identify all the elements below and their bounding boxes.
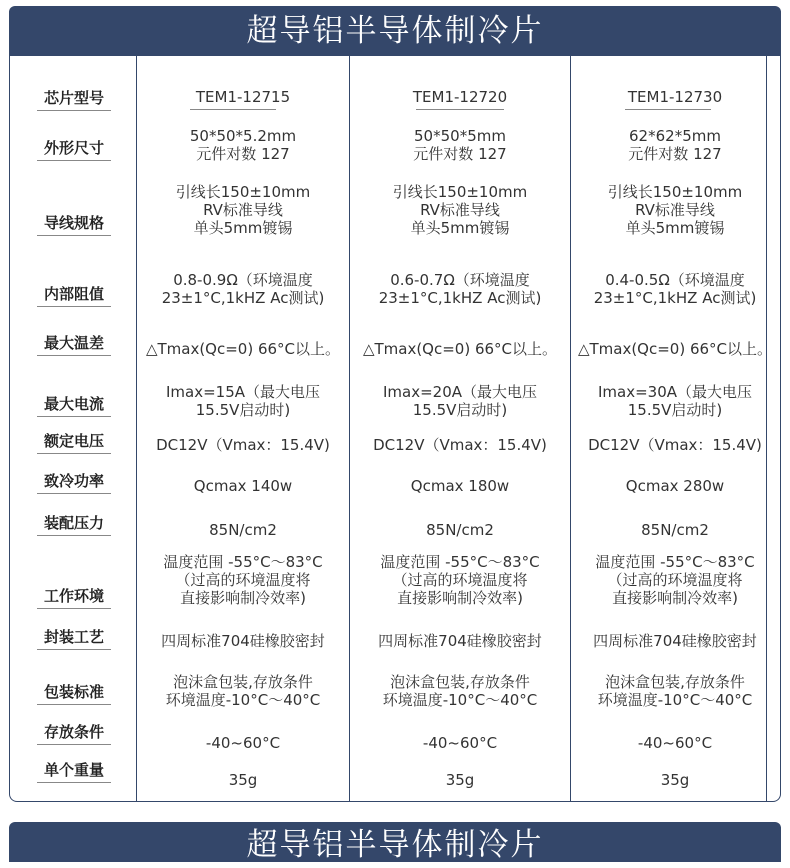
spec-value: △Tmax(Qc=0) 66°C以上。 bbox=[577, 340, 773, 358]
next-section-title: 超导铝半导体制冷片 bbox=[9, 822, 781, 862]
row-label: 额定电压 bbox=[43, 432, 104, 450]
spec-value: -40~60°C bbox=[205, 734, 281, 752]
spec-value: DC12V（Vmax：15.4V) bbox=[588, 436, 762, 454]
spec-value: 0.8-0.9Ω（环境温度 23±1°C,1kHZ Ac测试) bbox=[161, 271, 325, 307]
label-underline bbox=[37, 355, 111, 356]
spec-value: 85N/cm2 bbox=[209, 521, 277, 539]
label-underline bbox=[37, 110, 111, 111]
label-underline bbox=[37, 608, 111, 609]
spec-value: Qcmax 180w bbox=[410, 477, 510, 495]
label-underline bbox=[37, 493, 111, 494]
spec-value: 引线长150±10mm RV标准导线 单头5mm镀锡 bbox=[392, 183, 528, 237]
spec-value: DC12V（Vmax：15.4V) bbox=[156, 436, 330, 454]
label-underline bbox=[37, 416, 111, 417]
label-underline bbox=[37, 744, 111, 745]
spec-value: 35g bbox=[660, 771, 690, 789]
spec-value: 泡沫盒包装,存放条件 环境温度-10°C～40°C bbox=[597, 673, 753, 709]
label-underline bbox=[37, 704, 111, 705]
row-label: 最大温差 bbox=[43, 334, 104, 352]
spec-value: 62*62*5mm 元件对数 127 bbox=[628, 127, 722, 163]
spec-value: 50*50*5mm 元件对数 127 bbox=[413, 127, 507, 163]
spec-value: 四周标准704硅橡胶密封 bbox=[378, 632, 542, 650]
row-label: 内部阻值 bbox=[43, 285, 104, 303]
spec-value: TEM1-12720 bbox=[412, 88, 508, 106]
spec-value: 温度范围 -55°C～83°C （过高的环境温度将 直接影响制冷效率) bbox=[595, 553, 755, 607]
row-label: 存放条件 bbox=[43, 723, 104, 741]
spec-value: DC12V（Vmax：15.4V) bbox=[373, 436, 547, 454]
spec-value: 0.6-0.7Ω（环境温度 23±1°C,1kHZ Ac测试) bbox=[378, 271, 542, 307]
label-underline bbox=[37, 535, 111, 536]
row-label: 封装工艺 bbox=[43, 628, 104, 646]
spec-value: -40~60°C bbox=[422, 734, 498, 752]
row-label: 导线规格 bbox=[43, 214, 104, 232]
spec-value: Imax=30A（最大电压 15.5V启动时) bbox=[597, 383, 753, 419]
spec-value: Imax=20A（最大电压 15.5V启动时) bbox=[382, 383, 538, 419]
spec-value: 0.4-0.5Ω（环境温度 23±1°C,1kHZ Ac测试) bbox=[593, 271, 757, 307]
spec-value: Qcmax 140w bbox=[193, 477, 293, 495]
row-label: 单个重量 bbox=[43, 761, 104, 779]
column-divider bbox=[349, 56, 350, 802]
label-underline bbox=[37, 453, 111, 454]
row-label: 装配压力 bbox=[43, 514, 104, 532]
spec-value: -40~60°C bbox=[637, 734, 713, 752]
row-label: 致冷功率 bbox=[43, 472, 104, 490]
row-label: 芯片型号 bbox=[43, 89, 104, 107]
model-underline bbox=[190, 109, 276, 110]
row-label: 最大电流 bbox=[43, 395, 104, 413]
label-underline bbox=[37, 235, 111, 236]
row-label: 外形尺寸 bbox=[43, 139, 104, 157]
spec-value: Qcmax 280w bbox=[625, 477, 725, 495]
spec-value: 引线长150±10mm RV标准导线 单头5mm镀锡 bbox=[607, 183, 743, 237]
spec-value: TEM1-12715 bbox=[195, 88, 291, 106]
spec-value: 泡沫盒包装,存放条件 环境温度-10°C～40°C bbox=[382, 673, 538, 709]
row-label: 工作环境 bbox=[43, 587, 104, 605]
spec-value: 引线长150±10mm RV标准导线 单头5mm镀锡 bbox=[175, 183, 311, 237]
spec-value: 泡沫盒包装,存放条件 环境温度-10°C～40°C bbox=[165, 673, 321, 709]
label-underline bbox=[37, 160, 111, 161]
spec-value: 85N/cm2 bbox=[426, 521, 494, 539]
label-underline bbox=[37, 782, 111, 783]
spec-value: 35g bbox=[228, 771, 258, 789]
spec-value: TEM1-12730 bbox=[627, 88, 723, 106]
column-divider bbox=[136, 56, 137, 802]
spec-value: △Tmax(Qc=0) 66°C以上。 bbox=[145, 340, 341, 358]
label-underline bbox=[37, 306, 111, 307]
spec-value: 35g bbox=[445, 771, 475, 789]
spec-value: 四周标准704硅橡胶密封 bbox=[593, 632, 757, 650]
spec-value: 温度范围 -55°C～83°C （过高的环境温度将 直接影响制冷效率) bbox=[163, 553, 323, 607]
spec-value: 温度范围 -55°C～83°C （过高的环境温度将 直接影响制冷效率) bbox=[380, 553, 540, 607]
model-underline bbox=[416, 109, 504, 110]
spec-value: △Tmax(Qc=0) 66°C以上。 bbox=[362, 340, 558, 358]
spec-value: 四周标准704硅橡胶密封 bbox=[161, 632, 325, 650]
spec-value: 50*50*5.2mm 元件对数 127 bbox=[189, 127, 297, 163]
spec-value: Imax=15A（最大电压 15.5V启动时) bbox=[165, 383, 321, 419]
model-underline bbox=[625, 109, 711, 110]
label-underline bbox=[37, 649, 111, 650]
spec-value: 85N/cm2 bbox=[641, 521, 709, 539]
row-label: 包装标准 bbox=[43, 683, 104, 701]
page-title: 超导铝半导体制冷片 bbox=[9, 6, 781, 56]
column-divider bbox=[570, 56, 571, 802]
